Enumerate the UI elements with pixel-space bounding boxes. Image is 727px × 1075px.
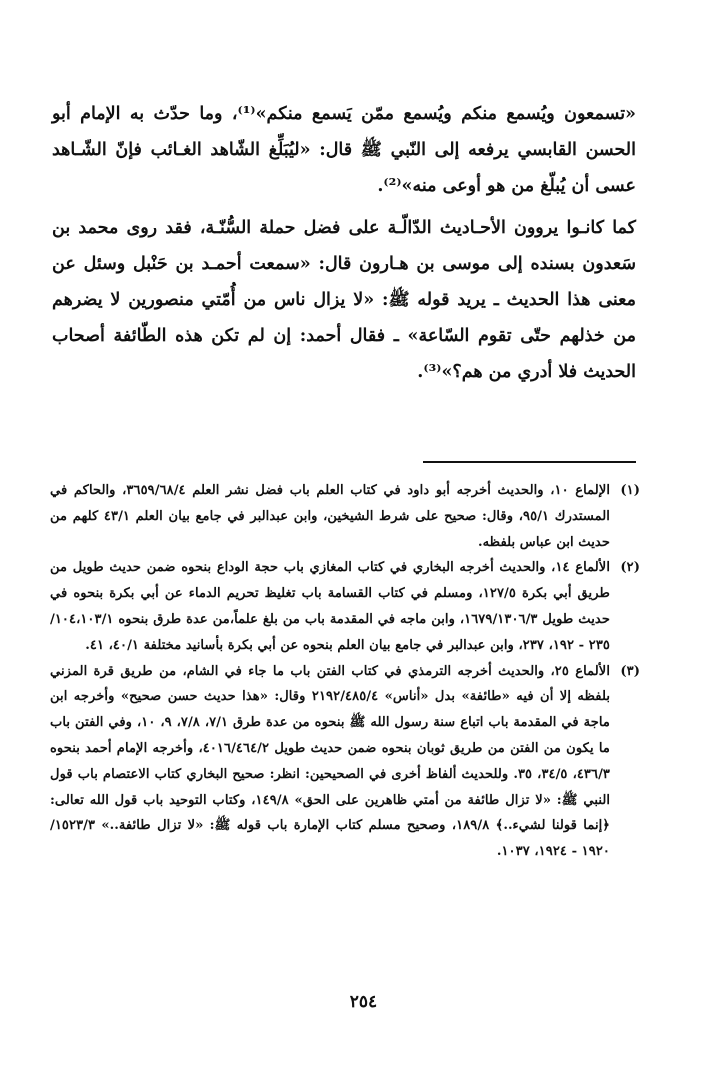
footnote-text: الألماع ١٤، والحديث أخرجه البخاري في كتاب المغازي باب حجة الوداع بنحوه ضمن حديث طويل من طريق أبي بكرة ١٢٧/٥، ومسلم في كتاب القسامة باب تغليظ تحريم الدماء عن أبي بكرة بنحوه في حديث طويل ١٦٧٩/١٣٠٦/٣، وابن ماجه في المقدمة باب من بلغ علماً،من عدة طرق بنحوه ١٠٤،١٠٣/١/ ٢٣٥ - ١٩٢، ٢٣٧، وابن عبدالبر في جامع بيان العلم بنحوه عن أبي بكرة بأسانيد مختلفة ٤٠/١، ٤١. (50, 560, 610, 653)
footnote-marker: (٢) (620, 560, 640, 576)
footnote-2 (50, 555, 640, 658)
footnote-marker: (٣) (620, 663, 640, 679)
page-number: ٢٥٤ (349, 992, 378, 1012)
main-text (52, 96, 636, 396)
paragraph-1: «تسمعون ويُسمع منكم ويُسمع ممّن يَسمع منكم»⁽¹⁾، وما حدّث به الإمام أبو الحسن القابسي يرفعه إلى النّبي ﷺ قال: «ليُبَلِّغ الشّاهد الغـائب فإنّ الشّـاهد عسى أن يُبلّغ من هو أوعى منه»⁽²⁾. (52, 104, 636, 196)
footnote-text: الألماع ٢٥، والحديث أخرجه الترمذي في كتاب الفتن باب ما جاء في الشام، من طريق قرة المزني بلفظه إلا أن فيه «طائفة» بدل «أناس» ٢١٩٢/٤٨٥/٤ وقال: «هذا حديث حسن صحيح» وأخرجه ابن ماجة في المقدمة باب اتباع سنة رسول الله ﷺ بنحوه من عدة طرق ٧/١، ٧/٨، ٩، ١٠، وفي الفتن باب ما يكون من الفتن من طريق ثوبان بنحوه ضمن حديث طويل ٤٠١٦/٤٦٤/٢، وأخرجه الإمام أحمد بنحوه ٤٣٦/٣، ٣٤/٥، ٣٥. وللحديث ألفاظ أخرى في الصحيحين: انظر: صحيح البخاري كتاب الاعتصام باب قول النبي ﷺ: «لا تزال طائفة من أمتي ظاهرين على الحق» ١٤٩/٨، وكتاب التوحيد باب قول الله تعالى: ﴿إنما قولنا لشيء..﴾ ١٨٩/٨، وصحيح مسلم كتاب الإمارة باب قوله ﷺ: «لا تزال طائفة..» ١٥٢٣/٣/ ١٩٢٠ - ١٩٢٤، ١٠٣٧. (50, 663, 611, 860)
paragraph-2: كما كانـوا يروون الأحـاديث الدّالّـة على فضل حملة السُّنّـة، فقد روى محمد بن سَعدون بسنده إلى موسى بن هـارون قال: «سمعت أحمـد بن حَنْبل وسئل عن معنى هذا الحديث ـ يريد قوله ﷺ: «لا يزال ناس من أُمّتي منصورين لا يضرهم من خذلهم حتّى تقوم السّاعة» ـ فقال أحمد: إن لم تكن هذه الطّائفة أصحاب الحديث فلا أدري من هم؟»⁽³⁾. (52, 218, 636, 382)
footnote-1 (50, 478, 640, 555)
footnote-3 (50, 659, 640, 865)
footnotes (50, 478, 640, 865)
footnote-marker: (١) (620, 483, 640, 498)
footnote-divider (423, 461, 636, 463)
footnote-text: الإلماع ١٠، والحديث أخرجه أبو داود في كتاب العلم باب فضل نشر العلم ٣٦٥٩/٦٨/٤، والحاكم في المستدرك ٩٥/١، وقال: صحيح على شرط الشيخين، وابن عبدالبر في جامع بيان العلم ٤٣/١ كلهم من حديث ابن عباس بلفظه. (50, 483, 610, 550)
